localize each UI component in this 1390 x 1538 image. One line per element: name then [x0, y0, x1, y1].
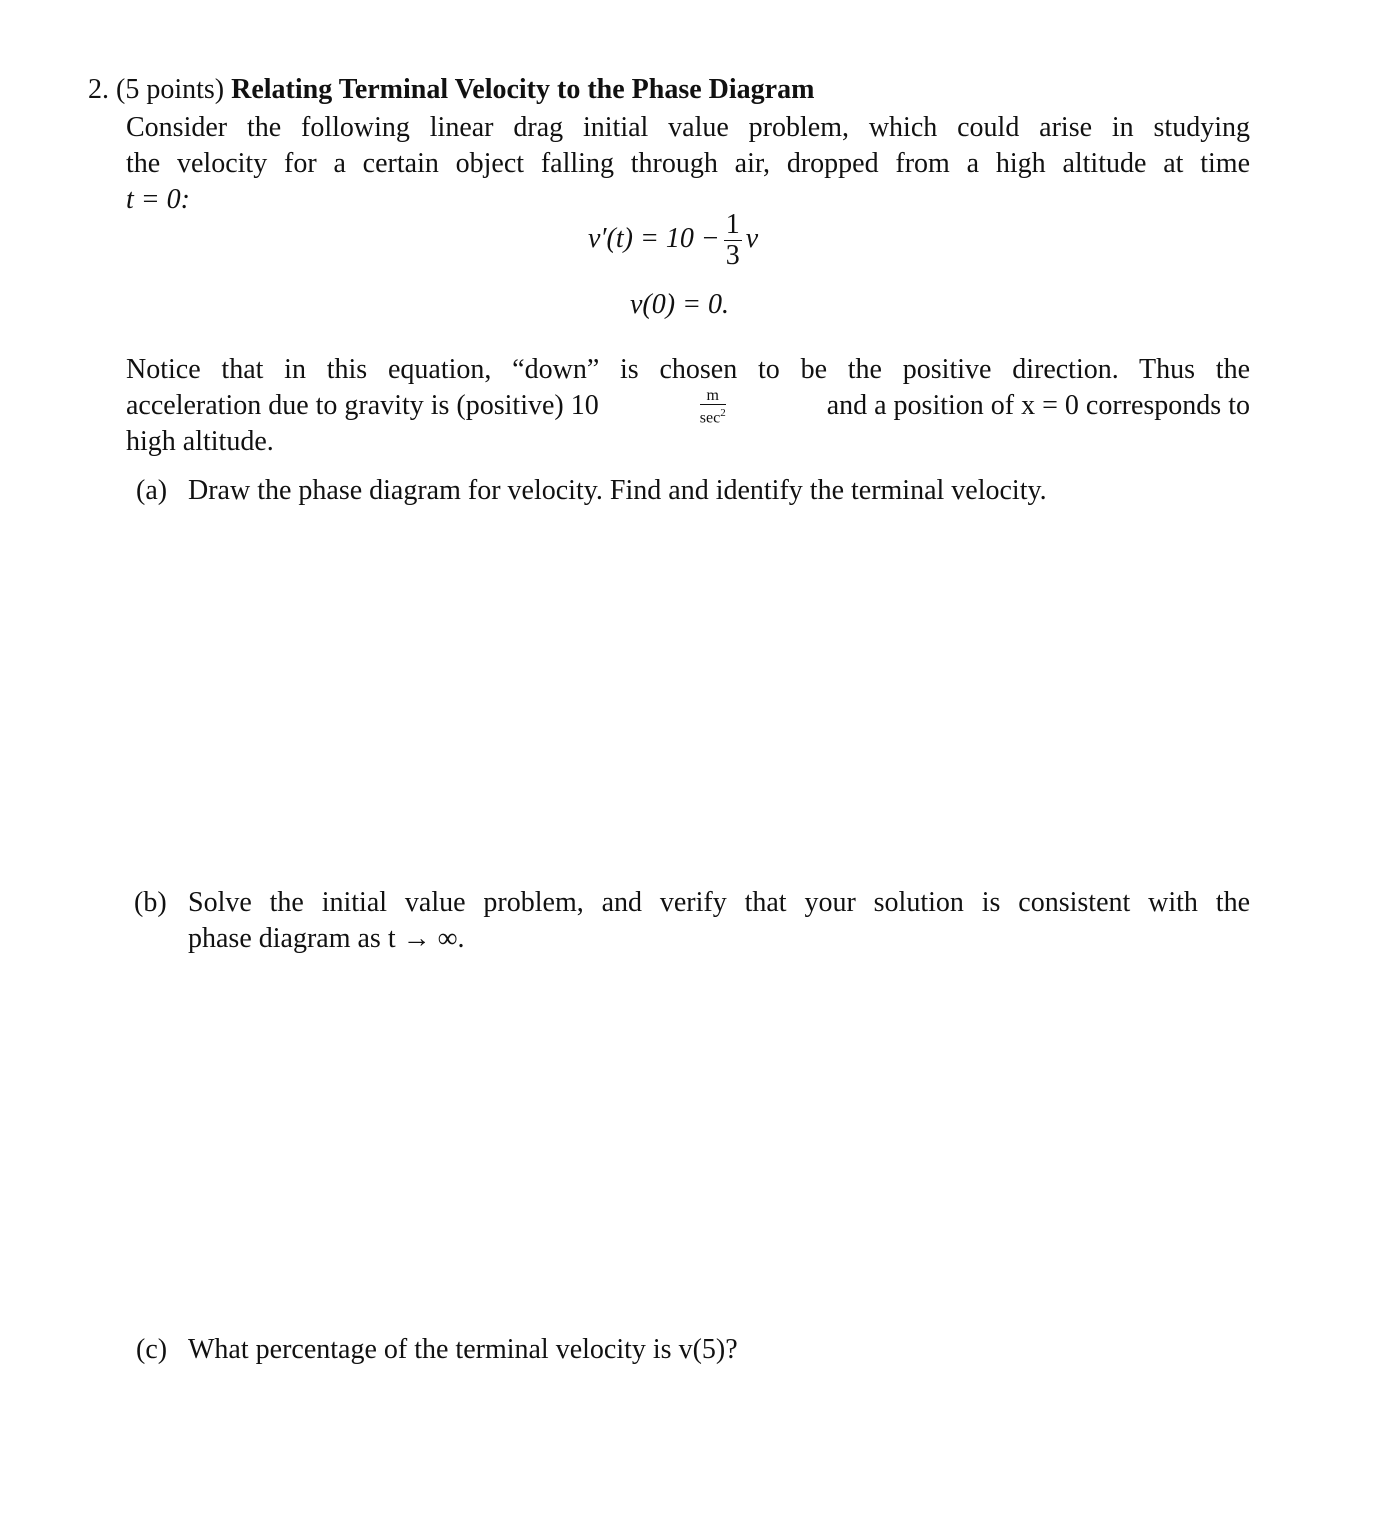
- initial-condition: v(0) = 0.: [630, 289, 729, 320]
- unit-exponent: 2: [720, 407, 726, 419]
- problem-heading: [88, 72, 814, 108]
- notice-line-2a: acceleration due to gravity is (positive) 10: [126, 390, 599, 421]
- unit-denominator: sec: [699, 409, 721, 427]
- unit-m-per-sec2: [700, 388, 726, 426]
- part-a-text: Draw the phase diagram for velocity. Find and identify the terminal velocity.: [188, 475, 1047, 506]
- fraction-numerator: 1: [725, 209, 740, 240]
- problem-number: 2.: [88, 74, 109, 105]
- problem-points: (5 points): [116, 74, 225, 105]
- notice-line-2: [126, 388, 1250, 426]
- notice-line-1: Notice that in this equation, “down” is chosen to be the positive direction. Thus the: [126, 354, 1250, 385]
- ode-rhs: v: [745, 222, 759, 254]
- initial-time: t = 0:: [126, 184, 190, 215]
- ode-lhs: v′(t) = 10 −: [588, 222, 720, 254]
- part-b-text-1: Solve the initial value problem, and verify that your solution is consistent with the: [188, 887, 1250, 918]
- part-c-label: (c): [136, 1334, 168, 1365]
- part-c-text: What percentage of the terminal velocity is v(5)?: [188, 1334, 738, 1365]
- intro-line-2: the velocity for a certain object falling through air, dropped from a high altitude at time: [126, 148, 1250, 179]
- equation-initial-condition: [630, 287, 729, 323]
- notice-line-3: high altitude.: [126, 426, 274, 457]
- intro-line-3: [126, 182, 190, 218]
- part-b-text-2: phase diagram as t → ∞.: [188, 923, 465, 954]
- fraction-denominator: 3: [725, 240, 740, 271]
- problem-title: Relating Terminal Velocity to the Phase Diagram: [231, 74, 815, 105]
- unit-numerator: m: [700, 388, 726, 405]
- intro-line-1: Consider the following linear drag initial value problem, which could arise in studying: [126, 112, 1250, 143]
- part-b-label: (b): [134, 887, 167, 918]
- equation-ode: [588, 210, 758, 271]
- notice-line-2b: and a position of x = 0 corresponds to: [826, 390, 1250, 421]
- part-a-label: (a): [136, 475, 168, 506]
- fraction-one-third: [724, 210, 742, 271]
